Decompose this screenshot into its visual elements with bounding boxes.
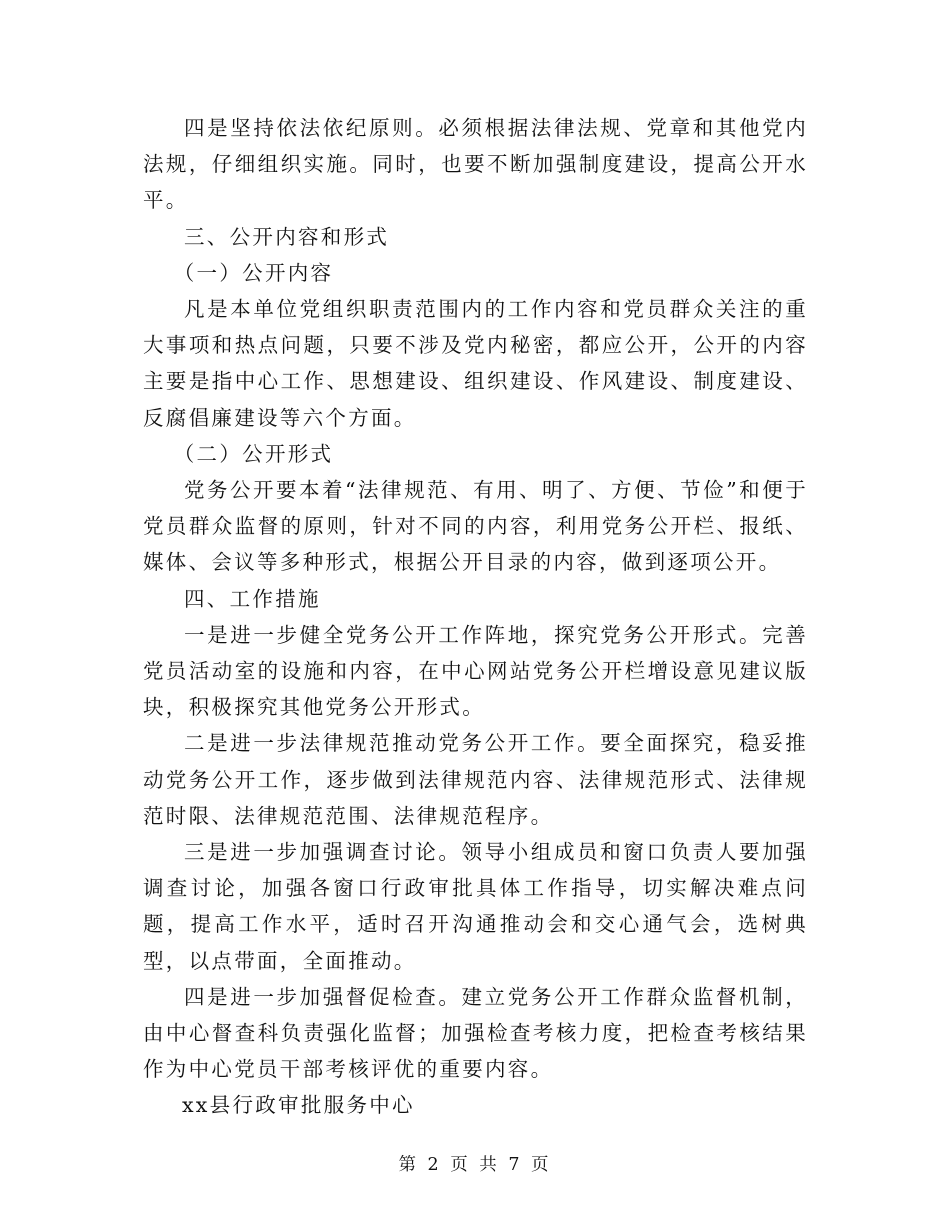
document-body: [143, 110, 808, 1124]
paragraph-measure-one: 一是进一步健全党务公开工作阵地，探究党务公开形式。完善党员活动室的设施和内容，在中心网站党务公开栏增设意见建议版块，积极探究其他党务公开形式。: [143, 622, 808, 720]
paragraph-principle-four: 四是坚持依法依纪原则。必须根据法律法规、党章和其他党内法规，仔细组织实施。同时，也要不断加强制度建设，提高公开水平。: [143, 116, 808, 213]
page-number-footer: 第 2 页 共 7 页: [398, 1155, 552, 1175]
paragraph-measure-three: 三是进一步加强调查讨论。领导小组成员和窗口负责人要加强调查讨论，加强各窗口行政审批具体工作指导，切实解决难点问题，提高工作水平，适时召开沟通推动会和交心通气会，选树典型，以点带面，全面推动。: [143, 840, 808, 973]
paragraph-public-content: 凡是本单位党组织职责范围内的工作内容和党员群众关注的重大事项和热点问题，只要不涉及党内秘密，都应公开，公开的内容主要是指中心工作、思想建设、组织建设、作风建设、制度建设、反腐倡廉建设等六个方面。: [143, 297, 808, 430]
signature-organization: xx县行政审批服务中心: [181, 1093, 415, 1118]
subheading-public-content: （一）公开内容: [173, 260, 334, 285]
section-heading-work-measures: 四、工作措施: [184, 586, 321, 611]
paragraph-measure-two: 二是进一步法律规范推动党务公开工作。要全面探究，稳妥推动党务公开工作，逐步做到法律规范内容、法律规范形式、法律规范时限、法律规范范围、法律规范程序。: [143, 731, 808, 828]
section-heading-content-and-form: 三、公开内容和形式: [184, 224, 390, 249]
subheading-public-form: （二）公开形式: [173, 441, 334, 466]
paragraph-measure-four: 四是进一步加强督促检查。建立党务公开工作群众监督机制，由中心督查科负责强化监督；加强检查考核力度，把检查考核结果作为中心党员干部考核评优的重要内容。: [143, 984, 808, 1082]
paragraph-public-form: 党务公开要本着“法律规范、有用、明了、方便、节俭”和便于党员群众监督的原则，针对不同的内容，利用党务公开栏、报纸、媒体、会议等多种形式，根据公开目录的内容，做到逐项公开。: [143, 478, 808, 575]
